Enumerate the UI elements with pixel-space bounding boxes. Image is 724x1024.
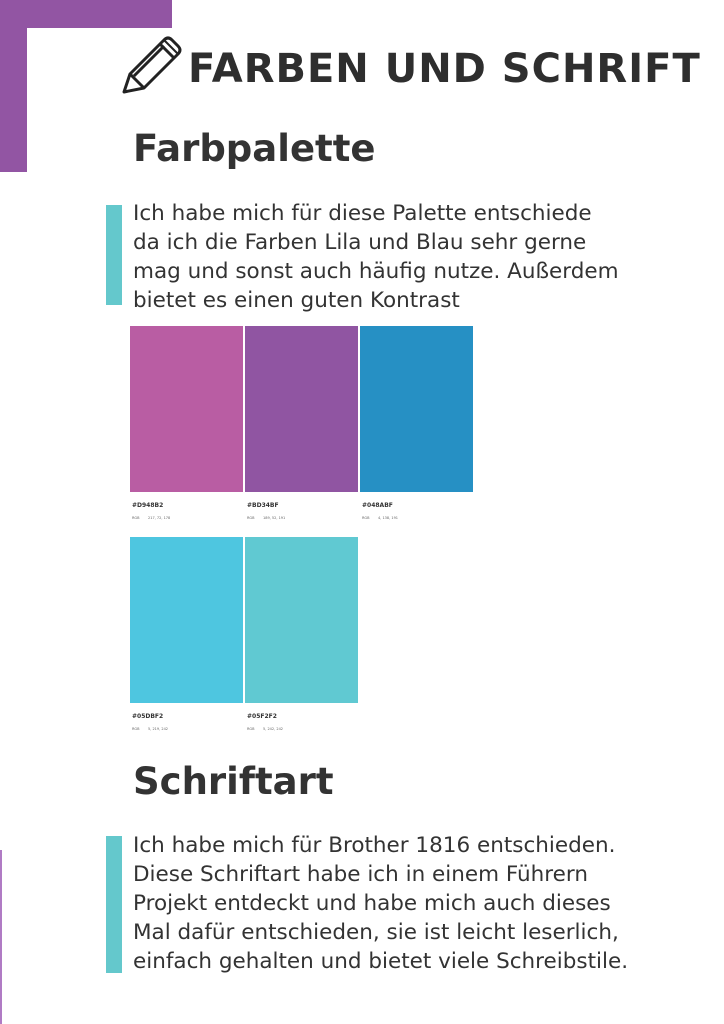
swatch-rgb: 5, 242, 242 bbox=[263, 727, 284, 731]
color-swatch bbox=[130, 326, 243, 492]
pencil-icon bbox=[120, 34, 184, 96]
swatch-rgb: 217, 72, 178 bbox=[148, 516, 171, 520]
palette-quote-bar bbox=[106, 205, 122, 305]
edge-decoration bbox=[0, 850, 2, 1024]
text-line: Ich habe mich für Brother 1816 entschieden. bbox=[133, 833, 616, 858]
color-swatch bbox=[360, 326, 473, 492]
text-line: bietet es einen guten Kontrast bbox=[133, 288, 460, 313]
swatch-rgb-label: RGB bbox=[247, 727, 255, 731]
text-line: einfach gehalten und bietet viele Schreibstile. bbox=[133, 949, 629, 974]
swatch-rgb: 4, 138, 191 bbox=[378, 516, 399, 520]
swatch-hex: #BD34BF bbox=[247, 502, 279, 509]
font-heading: Schriftart bbox=[133, 760, 334, 803]
color-swatch bbox=[245, 537, 358, 703]
text-line: Ich habe mich für diese Palette entschiede bbox=[133, 201, 592, 226]
text-line: Projekt entdeckt und habe mich auch dieses bbox=[133, 891, 611, 916]
text-line: da ich die Farben Lila und Blau sehr gerne bbox=[133, 230, 587, 255]
swatch-rgb: 5, 219, 242 bbox=[148, 727, 169, 731]
swatch-rgb-label: RGB bbox=[132, 516, 140, 520]
swatch-rgb-label: RGB bbox=[362, 516, 370, 520]
swatch-rgb-label: RGB bbox=[132, 727, 140, 731]
text-line: mag und sonst auch häufig nutze. Außerdem bbox=[133, 259, 619, 284]
font-quote-bar bbox=[106, 836, 122, 973]
corner-decoration-left bbox=[0, 0, 27, 172]
swatch-rgb: 189, 52, 191 bbox=[263, 516, 286, 520]
swatch-hex: #05DBF2 bbox=[132, 713, 164, 720]
palette-heading: Farbpalette bbox=[133, 127, 376, 170]
swatch-hex: #D948B2 bbox=[132, 502, 164, 509]
swatch-hex: #048ABF bbox=[362, 502, 393, 509]
swatch-rgb-label: RGB bbox=[247, 516, 255, 520]
page-title: FARBEN UND SCHRIFT bbox=[188, 46, 701, 92]
font-description bbox=[133, 831, 723, 976]
text-line: Diese Schriftart habe ich in einem Führern bbox=[133, 862, 588, 887]
color-swatch bbox=[245, 326, 358, 492]
palette-description bbox=[133, 199, 723, 315]
text-line: Mal dafür entschieden, sie ist leicht leserlich, bbox=[133, 920, 619, 945]
swatch-hex: #05F2F2 bbox=[247, 713, 277, 720]
color-swatch bbox=[130, 537, 243, 703]
